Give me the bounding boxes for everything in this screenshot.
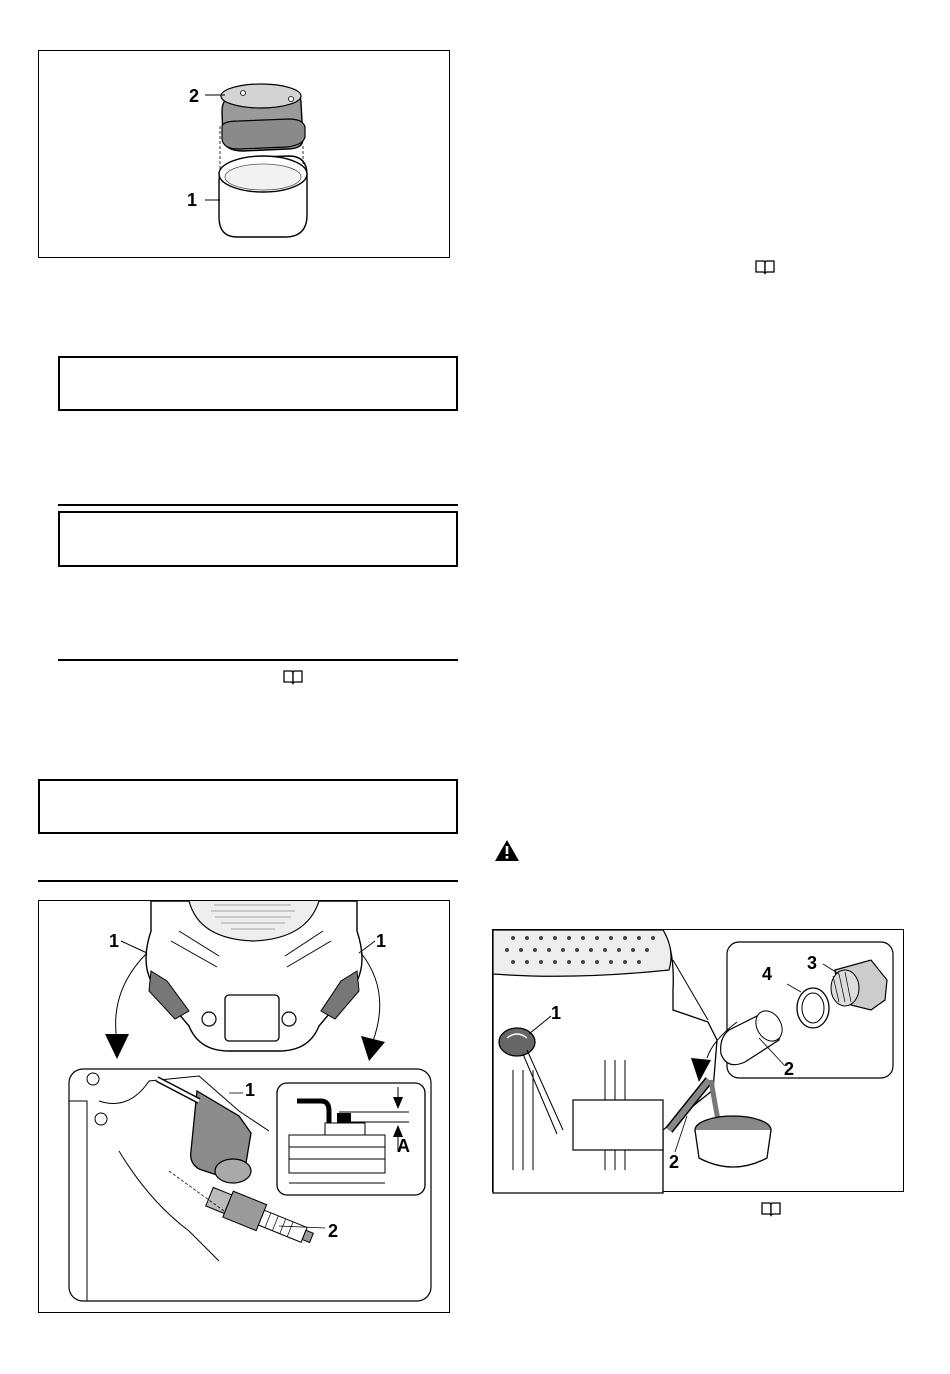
callout-filter-element: 1	[187, 190, 198, 210]
callout-plug-boot-right: 1	[376, 931, 387, 951]
warning-triangle-icon	[494, 839, 520, 862]
callout-plug-boot-left: 1	[109, 931, 120, 951]
callout-pre-filter: 2	[189, 86, 200, 106]
book-icon	[755, 259, 775, 274]
section-divider	[58, 504, 458, 506]
callout-drain-plug: 3	[807, 953, 818, 973]
note-box	[38, 779, 458, 834]
note-box	[58, 511, 458, 567]
callout-drain-hose: 2	[669, 1152, 680, 1172]
air-filter-figure	[38, 50, 450, 258]
air-filter-illustration	[39, 51, 451, 259]
callout-spark-plug: 2	[328, 1221, 339, 1241]
callout-dipstick: 1	[551, 1003, 562, 1023]
book-icon	[761, 1201, 781, 1216]
oil-drain-illustration	[493, 930, 905, 1193]
section-divider	[58, 659, 458, 661]
book-icon	[283, 669, 303, 684]
engine-spark-plug-illustration	[39, 901, 451, 1314]
section-divider	[38, 880, 458, 882]
callout-plug-boot: 1	[245, 1080, 256, 1100]
spark-plug-figure	[38, 900, 450, 1313]
oil-drain-figure	[492, 929, 904, 1192]
note-box	[58, 356, 458, 411]
callout-gap: A	[397, 1136, 410, 1156]
callout-washer: 4	[762, 964, 773, 984]
callout-drain-hose-detail: 2	[784, 1059, 795, 1079]
